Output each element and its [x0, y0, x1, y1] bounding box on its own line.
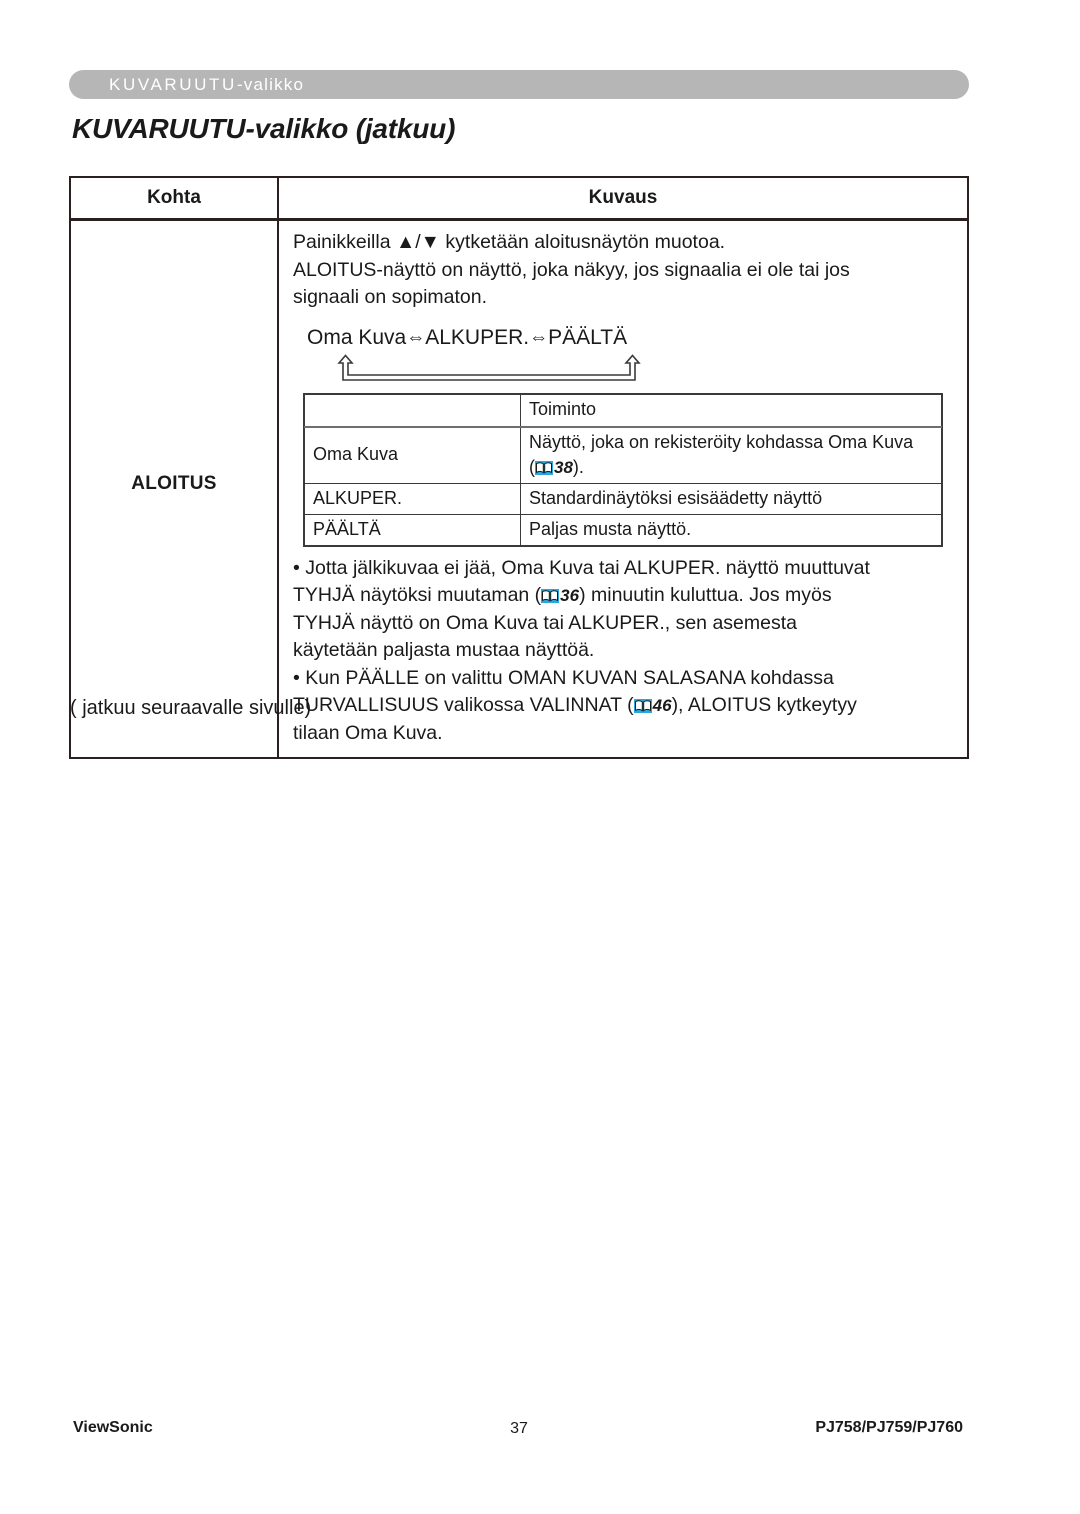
ref-open-paren: (	[529, 456, 535, 477]
inner-header-cell-blank	[305, 394, 521, 427]
bullet-1-line-1: • Jotta jälkikuvaa ei jää, Oma Kuva tai ALKUPER. näyttö muuttuvat	[293, 556, 870, 579]
table-header-cell-description	[279, 178, 967, 218]
inner-cell-value-paalta: Paljas musta näyttö.	[521, 514, 942, 545]
table-cell-description	[279, 221, 967, 757]
cycle-option-oma-kuva: Oma Kuva	[307, 325, 407, 349]
bullet-2-line-1: • Kun PÄÄLLE on valittu OMAN KUVAN SALASANA kohdassa	[293, 666, 834, 689]
running-head-banner	[69, 70, 969, 99]
footer-brand: ViewSonic	[73, 1419, 153, 1436]
bullet-2-line-2-post: ), ALOITUS kytkeytyy	[671, 694, 857, 716]
footer-page-number: 37	[510, 1420, 528, 1437]
column-header-kuvaus: Kuvaus	[588, 187, 658, 208]
page-reference-38	[529, 455, 584, 480]
inner-cell-value-oma-kuva	[521, 427, 942, 484]
cycle-option-alkuper: ALKUPER.	[425, 325, 530, 349]
inner-header-cell-toiminto: Toiminto	[521, 394, 942, 427]
running-head-lead: KUVARUUTU	[109, 74, 237, 94]
inner-table-row	[305, 483, 942, 514]
continued-note: ( jatkuu seuraavalle sivulle)	[70, 697, 312, 719]
inner-cell-key-oma-kuva: Oma Kuva	[305, 427, 521, 484]
table-cell-item	[71, 221, 279, 757]
options-function-table	[303, 393, 943, 547]
page-footer	[69, 1419, 969, 1443]
double-arrow-icon-1: ⇔	[406, 326, 426, 348]
table-row	[71, 221, 967, 757]
book-reference-icon	[535, 461, 553, 475]
book-reference-icon	[634, 699, 652, 713]
bullet-1-line-3: TYHJÄ näyttö on Oma Kuva tai ALKUPER., sen asemesta	[293, 611, 797, 634]
item-label-aloitus: ALOITUS	[131, 473, 217, 494]
ref-close-paren: ).	[572, 456, 584, 477]
book-reference-icon	[541, 589, 559, 603]
bullet-1-line-4: käytetään paljasta mustaa näyttöä.	[293, 639, 595, 661]
inner-cell-key-alkuper: ALKUPER.	[305, 483, 521, 514]
page-title: KUVARUUTU-valikko (jatkuu)	[72, 113, 456, 144]
menu-items-table	[69, 176, 969, 759]
cycle-option-paalta: PÄÄLTÄ	[548, 325, 628, 349]
inner-cell-value-alkuper: Standardinäytöksi esisäädetty näyttö	[521, 483, 942, 514]
bullet-2-line-2-pre: TURVALLISUUS valikossa VALINNAT (	[293, 694, 634, 716]
bullet-2-line-3: tilaan Oma Kuva.	[293, 721, 443, 744]
double-arrow-icon-2: ⇔	[529, 326, 549, 348]
inner-cell-key-paalta: PÄÄLTÄ	[305, 514, 521, 545]
inner-table-header-row	[305, 394, 942, 427]
bullet-1-line-2	[293, 582, 955, 610]
column-header-kohta: Kohta	[147, 187, 201, 208]
intro-paragraph	[293, 229, 955, 312]
inner-table-row	[305, 514, 942, 545]
footer-model-numbers: PJ758/PJ759/PJ760	[815, 1419, 963, 1436]
intro-line-1: Painikkeilla ▲/▼ kytketään aloitusnäytön muotoa.	[293, 231, 726, 253]
intro-line-3: signaali on sopimaton.	[293, 286, 488, 308]
ref-page-number-46: 46	[652, 696, 672, 715]
table-header-cell-item	[71, 178, 279, 218]
bullet-2-line-2	[293, 692, 955, 720]
cycle-loop-arrow-icon	[329, 354, 649, 384]
table-header-row	[71, 178, 967, 221]
intro-line-2: ALOITUS-näyttö on näyttö, joka näkyy, jos signaalia ei ole tai jos	[293, 258, 850, 281]
bullet-1-line-2-pre: TYHJÄ näytöksi muutaman (	[293, 584, 542, 606]
option-cycle-diagram	[307, 323, 955, 353]
running-head-text	[109, 75, 304, 95]
inner-table-row	[305, 427, 942, 484]
ref-page-number: 38	[554, 457, 573, 477]
ref-page-number-36: 36	[560, 586, 580, 605]
bullet-1-line-2-post: ) minuutin kuluttua. Jos myös	[579, 584, 832, 606]
running-head-tail: -valikko	[236, 74, 305, 94]
notes-list	[293, 555, 955, 748]
inner-value-text: Näyttö, joka on rekisteröity kohdassa Oma Kuva	[529, 431, 914, 452]
